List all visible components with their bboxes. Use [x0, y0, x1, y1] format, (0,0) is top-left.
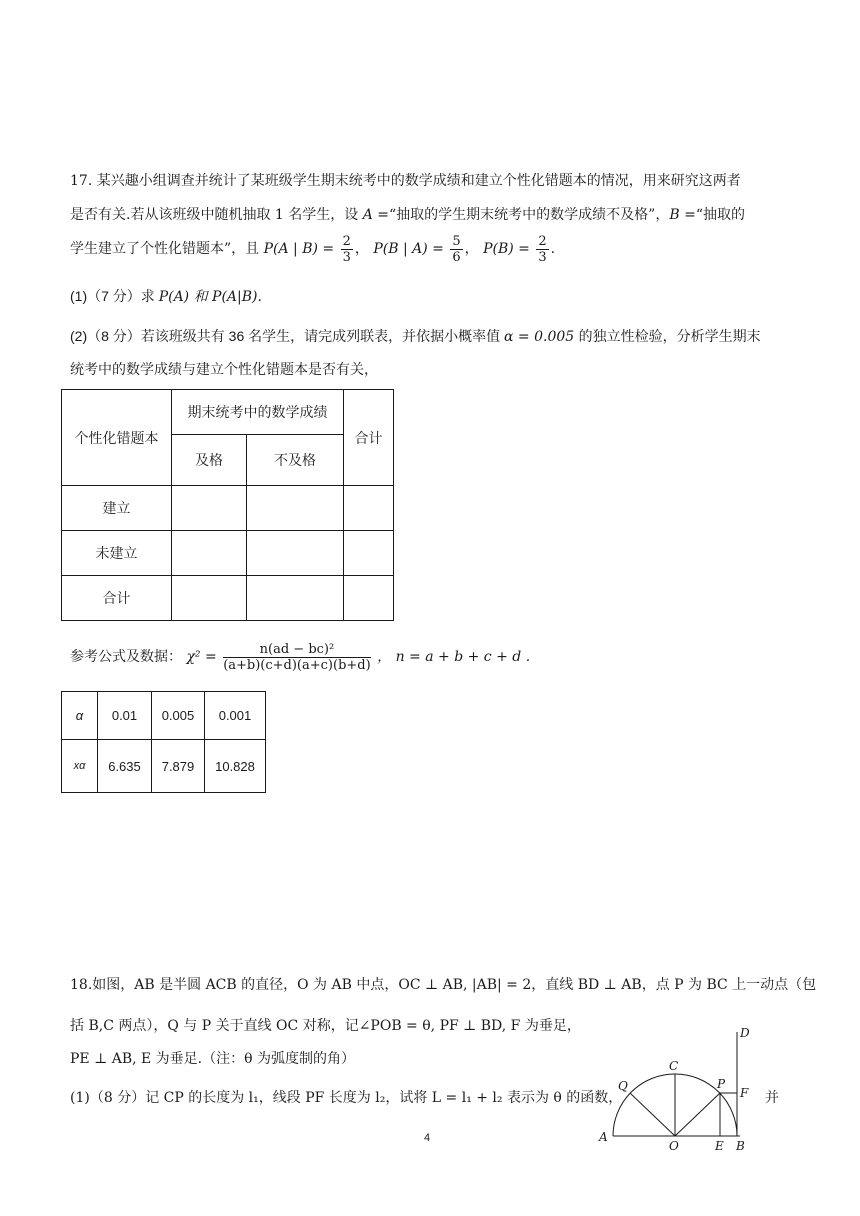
row-label-established: 建立 [62, 486, 172, 531]
label-f: F [740, 1086, 749, 1100]
q17-part2-line2: 统考中的数学成绩与建立个性化错题本是否有关， [70, 362, 378, 378]
row-label-not-established: 未建立 [62, 531, 172, 576]
empty-cell[interactable] [247, 486, 344, 531]
x-alpha-header: xα [62, 740, 98, 793]
table-col-fail: 不及格 [247, 435, 344, 486]
empty-cell[interactable] [247, 576, 344, 621]
alpha-header: α [62, 692, 98, 740]
table-row [62, 576, 394, 621]
contingency-table [61, 389, 394, 621]
q18-line4: (1)（8 分）记 CP 的长度为 l₁，线段 PF 长度为 l₂，试将 L = l₁ + l₂ 表示为 θ 的函数， [70, 1090, 623, 1106]
fraction-five-sixths: $\frac{5}{6}$ [452, 233, 461, 265]
fraction-two-thirds: $\frac{2}{3}$ [342, 233, 351, 265]
q17-intro-line2: 是否有关.若从该班级中随机抽取 1 名学生，设 A =“抽取的学生期末统考中的数学成绩不及格”，B =“抽取的 [70, 207, 745, 223]
table-row [62, 531, 394, 576]
segment-oq [630, 1093, 675, 1136]
q17-part2-line1: (2)（8 分）若该班级共有 36 名学生，请完成列联表，并依据小概率值 α = 0.005 的独立性检验，分析学生期末 [70, 328, 761, 345]
q17-number: 17 [70, 173, 88, 189]
label-p: P [717, 1077, 726, 1091]
table-row: α 0.01 0.005 0.001 [62, 692, 266, 740]
q17-intro-line3: 学生建立了个性化错题本”，且 P(A | B) = $\frac{2}{3}$ ， P(B | A) = $\frac{5}{6}$ ， P(B) = $\frac{2}{3}$ . [70, 233, 556, 265]
label-e: E [715, 1139, 724, 1152]
empty-cell[interactable] [172, 486, 247, 531]
label-q: Q [618, 1079, 628, 1093]
label-b: B [736, 1139, 745, 1152]
empty-cell[interactable] [172, 576, 247, 621]
table-corner-header: 个性化错题本 [62, 390, 172, 486]
label-c: C [669, 1059, 679, 1073]
table-row: xα 6.635 7.879 10.828 [62, 740, 266, 793]
chi-square-fraction: $\frac{\text{n(ad − bc)²}}{(a+b)(c+d)(a+c)(b+d)}$ [223, 641, 371, 673]
table-group-header: 期末统考中的数学成绩 [172, 390, 344, 435]
prob-p-b-given-nota: P(B | A) = [373, 241, 444, 257]
semicircle-figure [595, 1022, 765, 1152]
table-col-pass: 及格 [172, 435, 247, 486]
empty-cell[interactable] [247, 531, 344, 576]
q18-line3: PE ⊥ AB, E 为垂足.（注：θ 为弧度制的角） [70, 1051, 356, 1067]
segment-op [675, 1093, 720, 1136]
prob-p-b: P(B) = [483, 241, 530, 257]
empty-cell[interactable] [344, 531, 394, 576]
q18-line2: 括 B,C 两点），Q 与 P 关于直线 OC 对称，记∠POB = θ, PF ⊥ BD, F 为垂足， [70, 1018, 581, 1034]
empty-cell[interactable] [344, 486, 394, 531]
row-label-total: 合计 [62, 576, 172, 621]
prob-p-a-given-notb: P(A | B) = [263, 241, 335, 257]
empty-cell[interactable] [344, 576, 394, 621]
q18-line1: 18.如图，AB 是半圆 ACB 的直径，O 为 AB 中点，OC ⊥ AB, |AB| = 2，直线 BD ⊥ AB，点 P 为 BC 上一动点（包 [70, 977, 817, 993]
chi-square-lhs: χ² = [186, 649, 217, 665]
empty-cell[interactable] [172, 531, 247, 576]
page-number: 4 [424, 1132, 431, 1144]
table-row [62, 486, 394, 531]
reference-formula: 参考公式及数据： χ² = $\frac{\text{n(ad − bc)²}}{(a+b)(c+d)(a+c)(b+d)}$ ， n = a + b + c + d . [70, 641, 531, 673]
label-a: A [599, 1130, 608, 1144]
n-definition: ， n = a + b + c + d . [377, 649, 531, 665]
q17-part1: (1)（7 分）求 P(A) 和 P(A|B). [70, 288, 262, 305]
q17-intro-line1: 17. 某兴趣小组调查并统计了某班级学生期末统考中的数学成绩和建立个性化错题本的情况，用来研究这两者 [70, 173, 741, 189]
critical-value-table [61, 691, 266, 793]
q18-line4-tail: 并 [765, 1090, 779, 1106]
fraction-two-thirds-b: $\frac{2}{3}$ [538, 233, 547, 265]
label-o: O [669, 1139, 679, 1152]
label-d: D [740, 1026, 750, 1040]
table-total-header: 合计 [344, 390, 394, 486]
